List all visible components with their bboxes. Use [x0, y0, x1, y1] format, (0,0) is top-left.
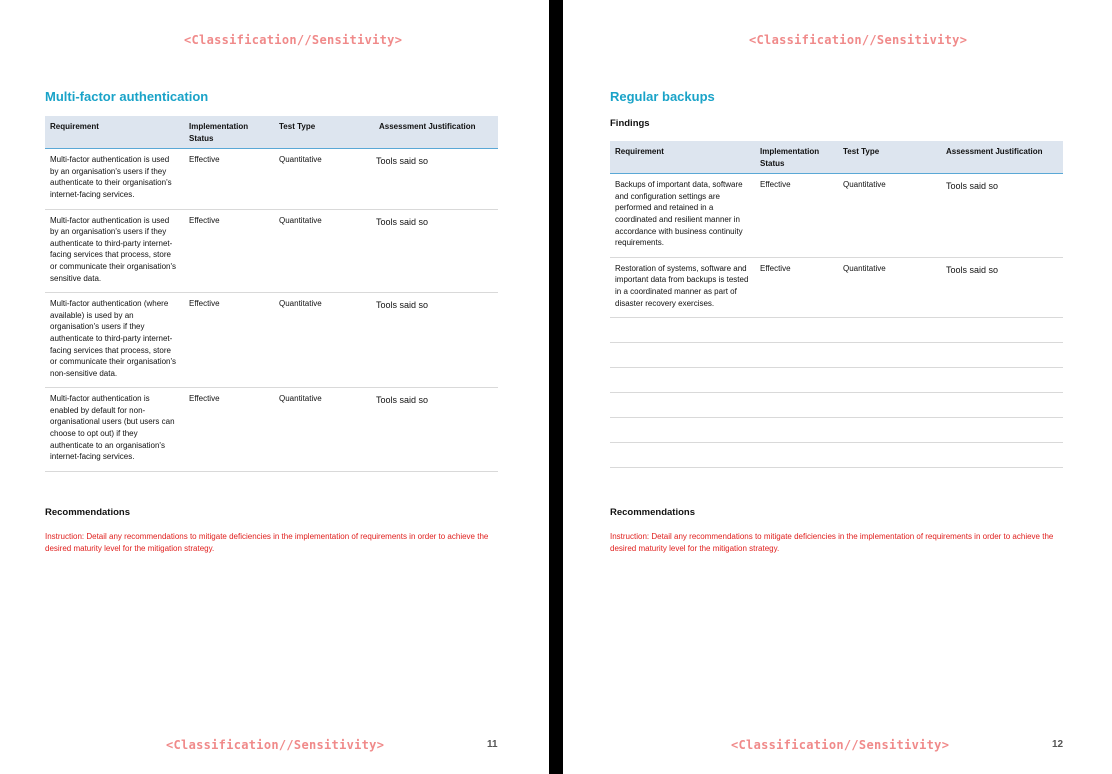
document-page-12 [563, 0, 1112, 774]
status-cell: Effective [755, 174, 838, 258]
requirements-table [610, 141, 1063, 468]
page-gap-divider [549, 0, 563, 774]
requirement-cell: Backups of important data, software and configuration settings are performed and retained in a coordinated and resilient manner in accordance with business continuity requirements. [610, 174, 755, 258]
table-header-row [45, 116, 498, 149]
table-row [610, 174, 1063, 258]
requirement-cell: Multi-factor authentication (where available) is used by an organisation's users if they authenticate to third-party internet-facing services that process, store or communicate their organisation's non-sensitive data. [45, 293, 184, 388]
status-cell: Effective [184, 209, 274, 293]
requirement-cell: Multi-factor authentication is used by an organisation's users if they authenticate to third-party internet-facing services that process, store or communicate their organisation's sensitive data. [45, 209, 184, 293]
column-header-test-type: Test Type [838, 141, 941, 174]
empty-table-row [610, 393, 1063, 418]
findings-heading: Findings [610, 118, 650, 129]
table-row [610, 257, 1063, 317]
status-cell: Effective [184, 388, 274, 472]
empty-table-row [610, 443, 1063, 468]
empty-table-row [610, 318, 1063, 343]
column-header-assessment-justification: Assessment Justification [941, 141, 1063, 174]
section-heading: Multi-factor authentication [45, 89, 209, 104]
column-header-test-type: Test Type [274, 116, 371, 149]
document-page-11 [0, 0, 549, 774]
requirement-cell: Multi-factor authentication is enabled by default for non-organisational users (but users can choose to opt out) if they authenticate to an organisation's internet-facing services. [45, 388, 184, 472]
empty-table-row [610, 368, 1063, 393]
page-number: 12 [1052, 739, 1064, 750]
justification-cell: Tools said so [941, 174, 1063, 258]
table-row [45, 293, 498, 388]
table-header-row [610, 141, 1063, 174]
status-cell: Effective [184, 149, 274, 209]
justification-cell: Tools said so [941, 257, 1063, 317]
test-type-cell: Quantitative [838, 174, 941, 258]
test-type-cell: Quantitative [274, 209, 371, 293]
table-row [45, 149, 498, 209]
recommendations-heading: Recommendations [45, 507, 130, 518]
test-type-cell: Quantitative [274, 293, 371, 388]
status-cell: Effective [184, 293, 274, 388]
recommendations-instruction: Instruction: Detail any recommendations to mitigate deficiencies in the implementation of requirements in order to achieve the desired maturity level for the mitigation strategy. [45, 532, 489, 553]
test-type-cell: Quantitative [838, 257, 941, 317]
justification-cell: Tools said so [371, 149, 498, 209]
justification-cell: Tools said so [371, 293, 498, 388]
requirement-cell: Multi-factor authentication is used by an organisation's users if they authenticate to their organisation's internet-facing services. [45, 149, 184, 209]
test-type-cell: Quantitative [274, 388, 371, 472]
requirement-cell: Restoration of systems, software and important data from backups is tested in a coordinated manner as part of disaster recovery exercises. [610, 257, 755, 317]
column-header-requirement: Requirement [45, 116, 184, 149]
justification-cell: Tools said so [371, 388, 498, 472]
status-cell: Effective [755, 257, 838, 317]
table-row [45, 209, 498, 293]
table-row [45, 388, 498, 472]
requirements-table [45, 116, 498, 472]
section-heading: Regular backups [610, 89, 715, 104]
footer-classification-marking: <Classification//Sensitivity> [166, 738, 385, 752]
recommendations-heading: Recommendations [610, 507, 695, 518]
recommendations-instruction: Instruction: Detail any recommendations to mitigate deficiencies in the implementation of requirements in order to achieve the desired maturity level for the mitigation strategy. [610, 532, 1054, 553]
column-header-requirement: Requirement [610, 141, 755, 174]
justification-cell: Tools said so [371, 209, 498, 293]
header-classification-marking: <Classification//Sensitivity> [184, 33, 403, 47]
column-header-assessment-justification: Assessment Justification [371, 116, 498, 149]
page-number: 11 [487, 739, 498, 750]
empty-table-row [610, 418, 1063, 443]
footer-classification-marking: <Classification//Sensitivity> [731, 738, 950, 752]
header-classification-marking: <Classification//Sensitivity> [749, 33, 968, 47]
column-header-implementation-status: Implementation Status [755, 141, 838, 174]
column-header-implementation-status: Implementation Status [184, 116, 274, 149]
empty-table-row [610, 343, 1063, 368]
test-type-cell: Quantitative [274, 149, 371, 209]
